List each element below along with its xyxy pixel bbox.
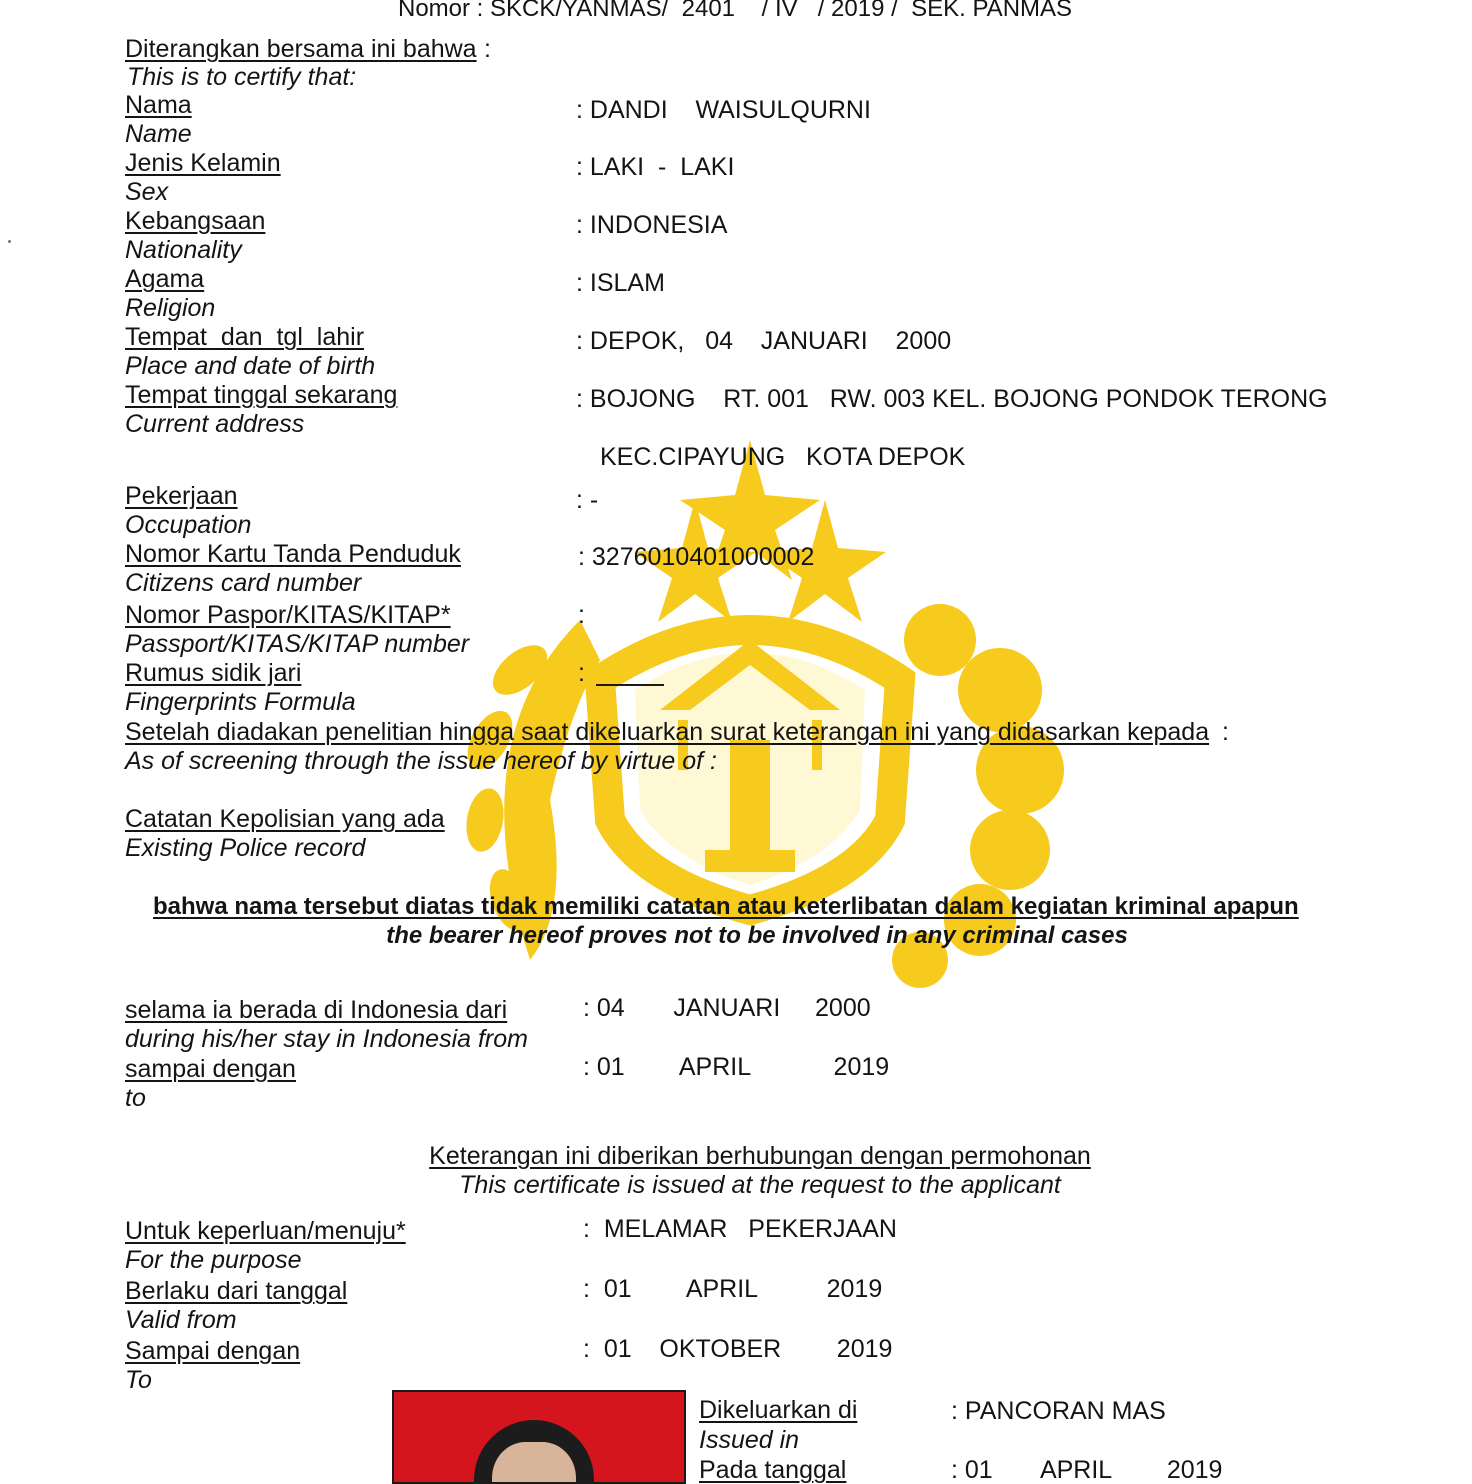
screening-english: As of screening through the issue hereof by virtue of : [125, 747, 718, 775]
fingerprint-blank-line [596, 684, 664, 686]
field-value-fingerprint: : [578, 659, 585, 687]
field-value-birth: : DEPOK, 04 JANUARI 2000 [576, 327, 952, 355]
field-value-address-line2: KEC.CIPAYUNG KOTA DEPOK [600, 443, 966, 471]
field-english: Occupation [125, 511, 252, 539]
field-english: Citizens card number [125, 569, 362, 597]
field-value-passport: : [578, 601, 585, 629]
record-label: Catatan Kepolisian yang ada [125, 805, 445, 833]
screening-label: Setelah diadakan penelitian hingga saat dikeluarkan surat keterangan ini yang didasarkan kepada [125, 718, 1210, 746]
valid-from-english: Valid from [125, 1306, 237, 1334]
field-english: Current address [125, 410, 305, 438]
issued-note-id: Keterangan ini diberikan berhubungan dengan permohonan [429, 1142, 1091, 1170]
field-english: Nationality [125, 236, 242, 264]
intro-english: This is to certify that: [127, 63, 357, 91]
field-label: Tempat tinggal sekarang [125, 381, 398, 409]
field-label: Pekerjaan [125, 482, 238, 510]
field-label: Jenis Kelamin [125, 149, 281, 177]
record-english: Existing Police record [125, 834, 366, 862]
issued-date-value: : 01 APRIL 2019 [951, 1456, 1223, 1484]
field-english: Place and date of birth [125, 352, 376, 380]
stay-english: to [125, 1084, 146, 1112]
purpose-english: For the purpose [125, 1246, 302, 1274]
field-value-occupation: : - [576, 486, 599, 514]
field-label: Agama [125, 265, 205, 293]
statement-id: bahwa nama tersebut diatas tidak memiliki catatan atau keterlibatan dalam kegiatan kriminal apapun [153, 893, 1299, 920]
field-value-nationality: : INDONESIA [576, 211, 728, 239]
issued-date-label: Pada tanggal [699, 1456, 847, 1484]
intro-label: Diterangkan bersama ini bahwa [125, 35, 477, 63]
field-label: Kebangsaan [125, 207, 266, 235]
statement-en: the bearer hereof proves not to be involved in any criminal cases [386, 922, 1128, 949]
field-english: Religion [125, 294, 216, 322]
stay-label: selama ia berada di Indonesia dari [125, 996, 508, 1024]
stay-english: during his/her stay in Indonesia from [125, 1025, 528, 1053]
stay-from-value: : 04 JANUARI 2000 [583, 994, 871, 1022]
valid-to-value: : 01 OKTOBER 2019 [583, 1335, 893, 1363]
field-english: Sex [125, 178, 169, 206]
field-value-religion: : ISLAM [576, 269, 665, 297]
field-value-name: : DANDI WAISULQURNI [576, 96, 871, 124]
issued-in-label: Dikeluarkan di [699, 1396, 858, 1424]
valid-from-label: Berlaku dari tanggal [125, 1277, 348, 1305]
field-value-ktp: : 3276010401000002 [578, 543, 815, 571]
purpose-value: : MELAMAR PEKERJAAN [583, 1215, 897, 1243]
issued-in-value: : PANCORAN MAS [951, 1397, 1166, 1425]
valid-to-english: To [125, 1366, 152, 1394]
valid-to-label: Sampai dengan [125, 1337, 301, 1365]
intro-colon: : [484, 35, 491, 63]
field-value-address: : BOJONG RT. 001 RW. 003 KEL. BOJONG PONDOK TERONG [576, 385, 1328, 413]
field-value-sex: : LAKI - LAKI [576, 153, 735, 181]
issued-note-en: This certificate is issued at the request to the applicant [459, 1171, 1061, 1199]
valid-from-value: : 01 APRIL 2019 [583, 1275, 883, 1303]
field-label: Nomor Kartu Tanda Penduduk [125, 540, 461, 568]
field-label: Tempat dan tgl lahir [125, 323, 365, 351]
screening-colon: : [1222, 718, 1229, 746]
stay-to-value: : 01 APRIL 2019 [583, 1053, 890, 1081]
applicant-photo [392, 1390, 686, 1484]
stay-label: sampai dengan [125, 1055, 296, 1083]
field-label: Nomor Paspor/KITAS/KITAP* [125, 601, 451, 629]
purpose-label: Untuk keperluan/menuju* [125, 1217, 406, 1245]
field-english: Fingerprints Formula [125, 688, 356, 716]
field-english: Passport/KITAS/KITAP number [125, 630, 470, 658]
scan-speck [8, 240, 11, 243]
issued-in-english: Issued in [699, 1426, 800, 1454]
document-number: Nomor : SKCK/YANMAS/ 2401 / IV / 2019 / SEK. PANMAS [398, 0, 1073, 22]
field-label: Rumus sidik jari [125, 659, 302, 687]
field-english: Name [125, 120, 192, 148]
field-label: Nama [125, 91, 192, 119]
